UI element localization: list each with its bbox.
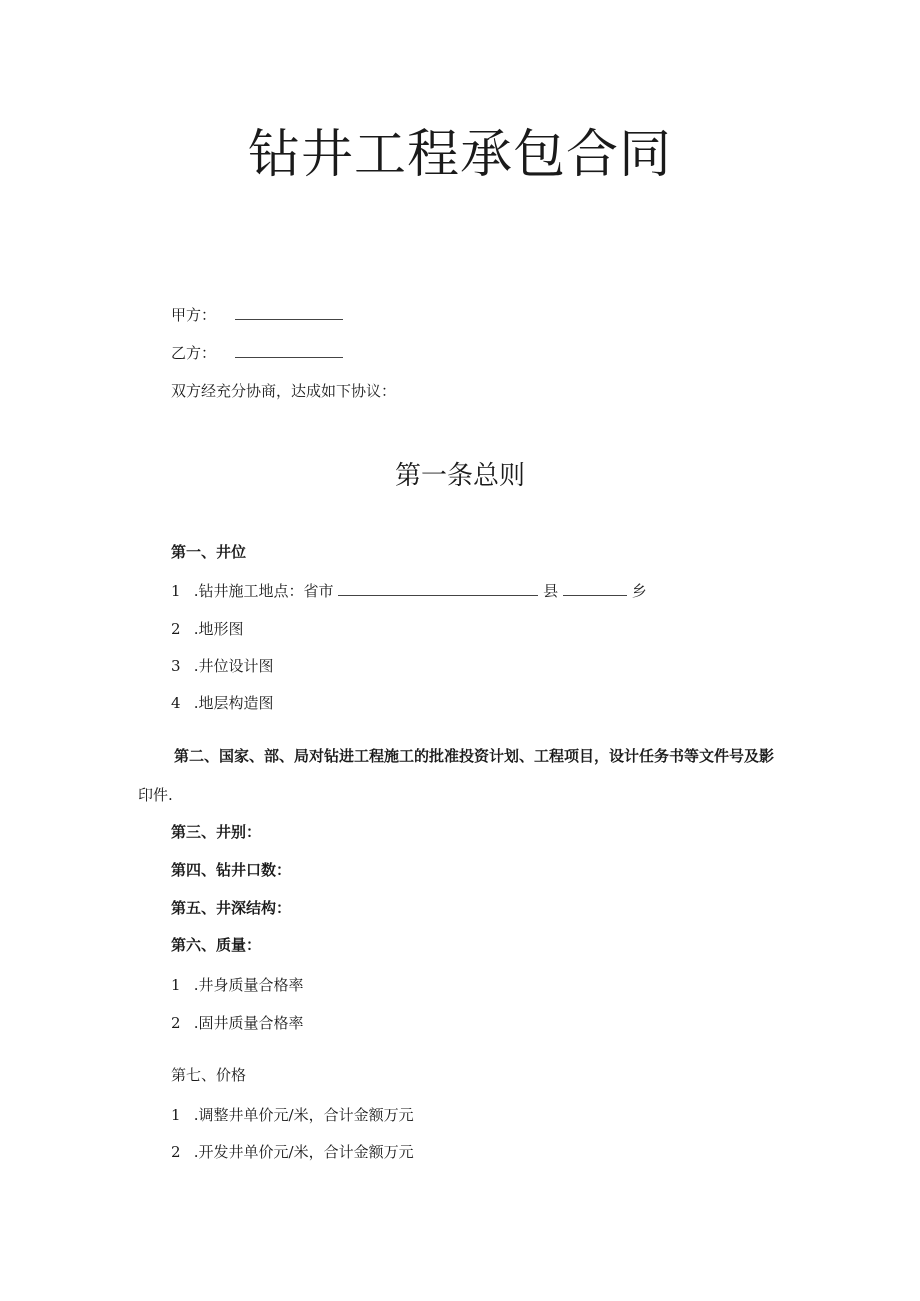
section-1-heading: 第一、井位 (171, 543, 247, 561)
item-text: .地层构造图 (193, 694, 274, 712)
item-number: 4 (171, 694, 181, 712)
item-number: 2 (171, 1014, 181, 1032)
party-b-line (171, 342, 343, 363)
party-a-label: 甲方： (171, 306, 217, 324)
section-1-item-4 (171, 692, 274, 713)
item-text: .井身质量合格率 (193, 976, 304, 994)
party-a-line (171, 304, 343, 325)
section-6-item-2 (171, 1012, 304, 1033)
section-7-item-1 (171, 1104, 414, 1125)
township-blank (563, 583, 627, 596)
section-1-item-1 (171, 580, 647, 601)
item-text: .地形图 (193, 620, 244, 638)
agreement-intro: 双方经充分协商，达成如下协议： (171, 382, 397, 400)
item-number: 2 (171, 1143, 181, 1161)
section-6-heading: 第六、质量： (171, 936, 262, 954)
item-number: 1 (171, 976, 181, 994)
section-4-heading: 第四、钻井口数： (171, 861, 292, 879)
document-title: 钻井工程承包合同 (247, 125, 672, 185)
section-2-line-1: 第二、国家、部、局对钻进工程施工的批准投资计划、工程项目，设计任务书等文件号及影 (174, 747, 775, 765)
item-text-prefix: .钻井施工地点：省市 (193, 582, 334, 600)
item-number: 2 (171, 620, 181, 638)
party-b-blank (235, 345, 343, 358)
item-text-suffix: 乡 (631, 582, 647, 600)
section-1-item-2 (171, 618, 244, 639)
party-a-blank (235, 307, 343, 320)
section-3-heading: 第三、井别： (171, 823, 262, 841)
section-5-heading: 第五、井深结构： (171, 899, 292, 917)
item-number: 3 (171, 657, 181, 675)
item-number: 1 (171, 582, 181, 600)
party-b-label: 乙方： (171, 344, 217, 362)
item-text: .开发井单价元/米，合计金额万元 (193, 1143, 414, 1161)
county-blank (338, 583, 538, 596)
item-text: .井位设计图 (193, 657, 274, 675)
item-text-mid: 县 (543, 582, 559, 600)
section-7-item-2 (171, 1141, 414, 1162)
item-text: .调整井单价元/米，合计金额万元 (193, 1106, 414, 1124)
section-2-line-2: 印件. (138, 786, 173, 804)
item-text: .固井质量合格率 (193, 1014, 304, 1032)
section-6-item-1 (171, 974, 304, 995)
chapter-title: 第一条总则 (394, 461, 525, 491)
item-number: 1 (171, 1106, 181, 1124)
section-1-item-3 (171, 655, 274, 676)
section-7-heading: 第七、价格 (171, 1066, 247, 1084)
